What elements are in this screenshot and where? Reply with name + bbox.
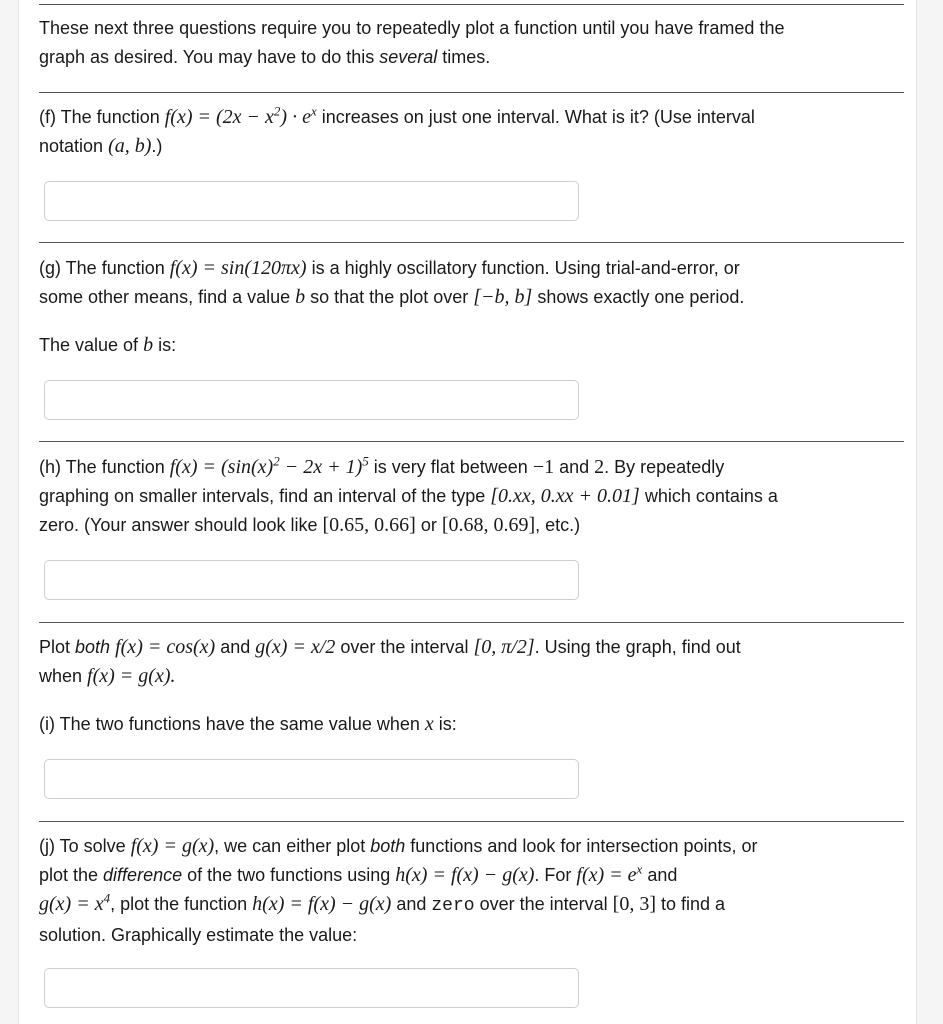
part-i-question: Plot both f(x) = cos(x) and g(x) = x/2 over the interval [0, π/2]. Using the graph, find out when f(x) = g(x). [39, 636, 741, 687]
part-g-prompt: The value of b is: [39, 334, 177, 356]
part-j-answer-input[interactable] [44, 968, 579, 1008]
divider [39, 622, 904, 623]
divider [39, 4, 904, 5]
divider [39, 821, 904, 822]
divider [39, 92, 904, 93]
part-h-answer-input[interactable] [44, 560, 579, 600]
part-h-question: (h) The function $f(x) = (\sin(x)^2 - 2x + 1)^5$ is very flat between −1 and 2. By repeatedly graphing on smaller intervals, find an interval of the type [0.xx, 0.xx + 0.01] which contains a zero. (Your answer should look like [0.65, 0.66] or [0.68, 0.69], etc.) [39, 453, 778, 536]
divider [39, 441, 904, 442]
intro-text: These next three questions require you to repeatedly plot a function until you have framed the graph as desired. You may have to do this several times. [39, 18, 785, 67]
part-i-prompt: (i) The two functions have the same value when x is: [39, 713, 457, 735]
part-i-answer-input[interactable] [44, 759, 579, 799]
divider [39, 242, 904, 243]
part-f-question: (f) The function $f(x) = (2x - x^2) \cdot e^x$ increases on just one interval. What is it? (Use interval notation (a, b).) [39, 103, 755, 157]
part-j-question: (j) To solve f(x) = g(x), we can either plot both functions and look for intersection points, or plot the difference of the two functions using h(x) = f(x) − g(x). For $f(x) = e^x$ and $g(x) = x^4$, plot the function h(x) = f(x) − g(x) and zero over the interval [0, 3] to find a solution. Graphically estimate the value: [39, 835, 758, 945]
question-panel [18, 0, 917, 1024]
part-g-answer-input[interactable] [44, 380, 579, 420]
part-f-answer-input[interactable] [44, 181, 579, 221]
part-g-question: (g) The function f(x) = sin(120πx) is a highly oscillatory function. Using trial-and-error, or some other means, find a value b so that the plot over [−b, b] shows exactly one period. [39, 257, 745, 308]
